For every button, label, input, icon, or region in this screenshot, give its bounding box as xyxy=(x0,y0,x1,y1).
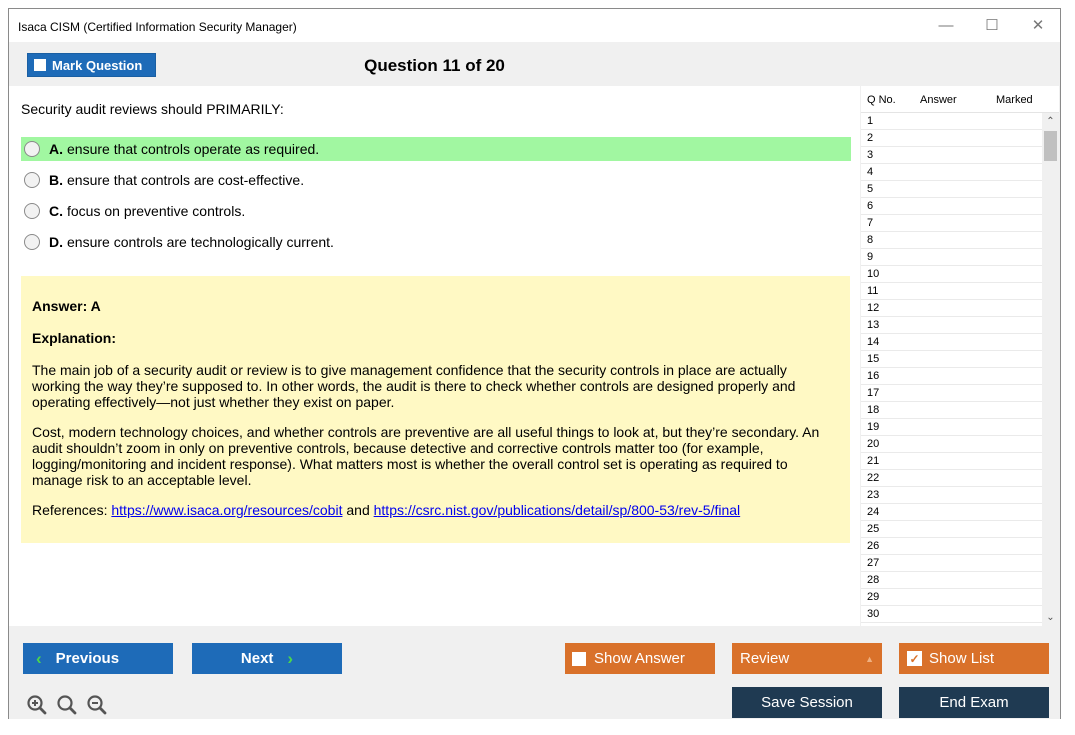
question-number: 28 xyxy=(867,574,880,586)
question-number: 1 xyxy=(867,115,874,127)
question-number: 22 xyxy=(867,472,880,484)
chevron-right-icon: › xyxy=(287,648,294,668)
question-list-row[interactable] xyxy=(861,147,1042,164)
question-list-row[interactable] xyxy=(861,130,1042,147)
scroll-down-icon[interactable]: ⌄ xyxy=(1046,612,1055,623)
question-number: 4 xyxy=(867,166,874,178)
col-qno: Q No. xyxy=(867,94,896,106)
question-number: 25 xyxy=(867,523,880,535)
zoom-reset-icon[interactable] xyxy=(55,693,79,717)
question-list-panel xyxy=(861,86,1059,626)
col-answer: Answer xyxy=(920,94,957,106)
question-number: 9 xyxy=(867,251,874,263)
question-list-row[interactable] xyxy=(861,589,1042,606)
question-number: 24 xyxy=(867,506,880,518)
minimize-button[interactable]: — xyxy=(938,17,954,34)
question-list-row[interactable] xyxy=(861,249,1042,266)
option-text: ensure that controls operate as required. xyxy=(67,141,320,157)
question-number: 13 xyxy=(867,319,880,331)
question-list-row[interactable] xyxy=(861,606,1042,623)
question-number: 29 xyxy=(867,591,880,603)
radio-icon[interactable] xyxy=(24,203,40,219)
question-number: 19 xyxy=(867,421,880,433)
references xyxy=(32,502,838,518)
question-number: 18 xyxy=(867,404,880,416)
question-list-scrollbar[interactable] xyxy=(1042,113,1059,626)
reference-link-isaca[interactable]: https://www.isaca.org/resources/cobit xyxy=(111,502,343,518)
question-number: 6 xyxy=(867,200,874,212)
option-letter: B. xyxy=(49,172,63,188)
show-list-label: Show List xyxy=(929,650,995,667)
next-button[interactable] xyxy=(192,643,342,674)
scroll-up-icon[interactable]: ⌃ xyxy=(1046,116,1055,127)
question-list-row[interactable] xyxy=(861,113,1042,130)
question-list-row[interactable] xyxy=(861,572,1042,589)
end-exam-label: End Exam xyxy=(939,694,1009,711)
question-list-row[interactable] xyxy=(861,181,1042,198)
option-b[interactable] xyxy=(21,168,851,192)
show-list-button[interactable] xyxy=(899,643,1049,674)
explanation-paragraph: The main job of a security audit or review is to give management confidence that the security controls in place are actually working the way they’re supposed to. In other words, the audit is there to check whether controls are designed properly and operating effectively—not just whether they exist on paper. xyxy=(32,362,796,410)
question-number-title: Question 11 of 20 xyxy=(364,56,505,75)
question-number: 14 xyxy=(867,336,880,348)
mark-question-label: Mark Question xyxy=(52,57,143,73)
save-session-button[interactable] xyxy=(732,687,882,718)
radio-icon[interactable] xyxy=(24,141,40,157)
question-list-row[interactable] xyxy=(861,283,1042,300)
question-number: 20 xyxy=(867,438,880,450)
close-button[interactable]: ✕ xyxy=(1031,17,1045,34)
references-and: and xyxy=(346,502,370,518)
scroll-thumb[interactable] xyxy=(1044,131,1057,161)
explanation-heading: Explanation: xyxy=(32,330,117,346)
checkbox-checked-icon: ✓ xyxy=(907,651,922,666)
question-number: 30 xyxy=(867,608,880,620)
window-title: Isaca CISM (Certified Information Security Manager) xyxy=(18,20,297,34)
radio-icon[interactable] xyxy=(24,172,40,188)
dropdown-arrow-icon: ▲ xyxy=(865,653,874,664)
zoom-in-icon[interactable] xyxy=(25,693,49,717)
question-list-row[interactable] xyxy=(861,402,1042,419)
answer-label: Answer: A xyxy=(32,298,101,314)
references-label: References: xyxy=(32,502,108,518)
option-text: ensure that controls are cost-effective. xyxy=(67,172,305,188)
question-number: 15 xyxy=(867,353,880,365)
question-list-row[interactable] xyxy=(861,317,1042,334)
chevron-left-icon: ‹ xyxy=(36,648,42,668)
question-list-row[interactable] xyxy=(861,232,1042,249)
question-number: 23 xyxy=(867,489,880,501)
question-number: 10 xyxy=(867,268,880,280)
show-answer-button[interactable] xyxy=(565,643,715,674)
option-c[interactable] xyxy=(21,199,851,223)
question-number: 2 xyxy=(867,132,874,144)
question-list-row[interactable] xyxy=(861,351,1042,368)
maximize-button[interactable]: ☐ xyxy=(985,17,999,34)
question-list-row[interactable] xyxy=(861,334,1042,351)
question-list-row[interactable] xyxy=(861,504,1042,521)
app-window xyxy=(8,8,1061,719)
show-answer-label: Show Answer xyxy=(594,650,685,667)
question-list-row[interactable] xyxy=(861,555,1042,572)
option-text: ensure controls are technologically current. xyxy=(67,234,334,250)
question-number: 7 xyxy=(867,217,874,229)
question-list-row[interactable] xyxy=(861,198,1042,215)
explanation-box xyxy=(21,276,850,543)
question-number: 16 xyxy=(867,370,880,382)
question-number: 17 xyxy=(867,387,880,399)
question-list-row[interactable] xyxy=(861,266,1042,283)
option-text: focus on preventive controls. xyxy=(67,203,246,219)
question-number: 8 xyxy=(867,234,874,246)
question-list-row[interactable] xyxy=(861,385,1042,402)
question-number: 26 xyxy=(867,540,880,552)
question-number: 27 xyxy=(867,557,880,569)
question-text: Security audit reviews should PRIMARILY: xyxy=(21,101,284,117)
question-list-row[interactable] xyxy=(861,419,1042,436)
explanation-paragraph: Cost, modern technology choices, and whether controls are preventive are all useful things to look at, but they’re secondary. An audit shouldn’t zoom in only on preventive controls, because detective and corrective controls matter too (for example, logging/monitoring and incident response). What matters most is whether the overall control set is operating as required to manage risk to an acceptable level. xyxy=(32,424,820,488)
zoom-out-icon[interactable] xyxy=(85,693,109,717)
question-list-row[interactable] xyxy=(861,487,1042,504)
previous-label: Previous xyxy=(55,650,120,667)
question-list-header xyxy=(861,86,1059,113)
question-list-row[interactable] xyxy=(861,453,1042,470)
option-d[interactable] xyxy=(21,230,851,254)
review-dropdown[interactable] xyxy=(732,643,882,674)
question-list-row[interactable] xyxy=(861,436,1042,453)
review-label: Review xyxy=(740,650,790,667)
end-exam-button[interactable] xyxy=(899,687,1049,718)
col-marked: Marked xyxy=(996,94,1033,106)
question-number: 12 xyxy=(867,302,880,314)
question-number: 21 xyxy=(867,455,880,467)
question-panel xyxy=(9,86,860,626)
footer-toolbar xyxy=(9,626,1060,719)
question-number: 5 xyxy=(867,183,874,195)
option-letter: C. xyxy=(49,203,63,219)
question-list-row[interactable] xyxy=(861,164,1042,181)
option-a[interactable] xyxy=(21,137,851,161)
question-header xyxy=(9,42,1060,86)
title-bar xyxy=(9,9,1060,42)
question-list-row[interactable] xyxy=(861,470,1042,487)
checkbox-icon xyxy=(572,652,586,666)
option-letter: A. xyxy=(49,141,63,157)
question-list-row[interactable] xyxy=(861,300,1042,317)
radio-icon[interactable] xyxy=(24,234,40,250)
next-label: Next xyxy=(240,650,274,667)
question-number: 3 xyxy=(867,149,874,161)
question-number: 11 xyxy=(867,285,879,297)
save-session-label: Save Session xyxy=(761,694,853,711)
question-list-row[interactable] xyxy=(861,215,1042,232)
reference-link-nist[interactable]: https://csrc.nist.gov/publications/detail/sp/800-53/rev-5/final xyxy=(373,502,741,518)
option-letter: D. xyxy=(49,234,63,250)
previous-button[interactable] xyxy=(23,643,173,674)
question-list-row[interactable] xyxy=(861,521,1042,538)
question-list-row[interactable] xyxy=(861,538,1042,555)
question-list-row[interactable] xyxy=(861,368,1042,385)
question-list-rows xyxy=(861,113,1042,623)
